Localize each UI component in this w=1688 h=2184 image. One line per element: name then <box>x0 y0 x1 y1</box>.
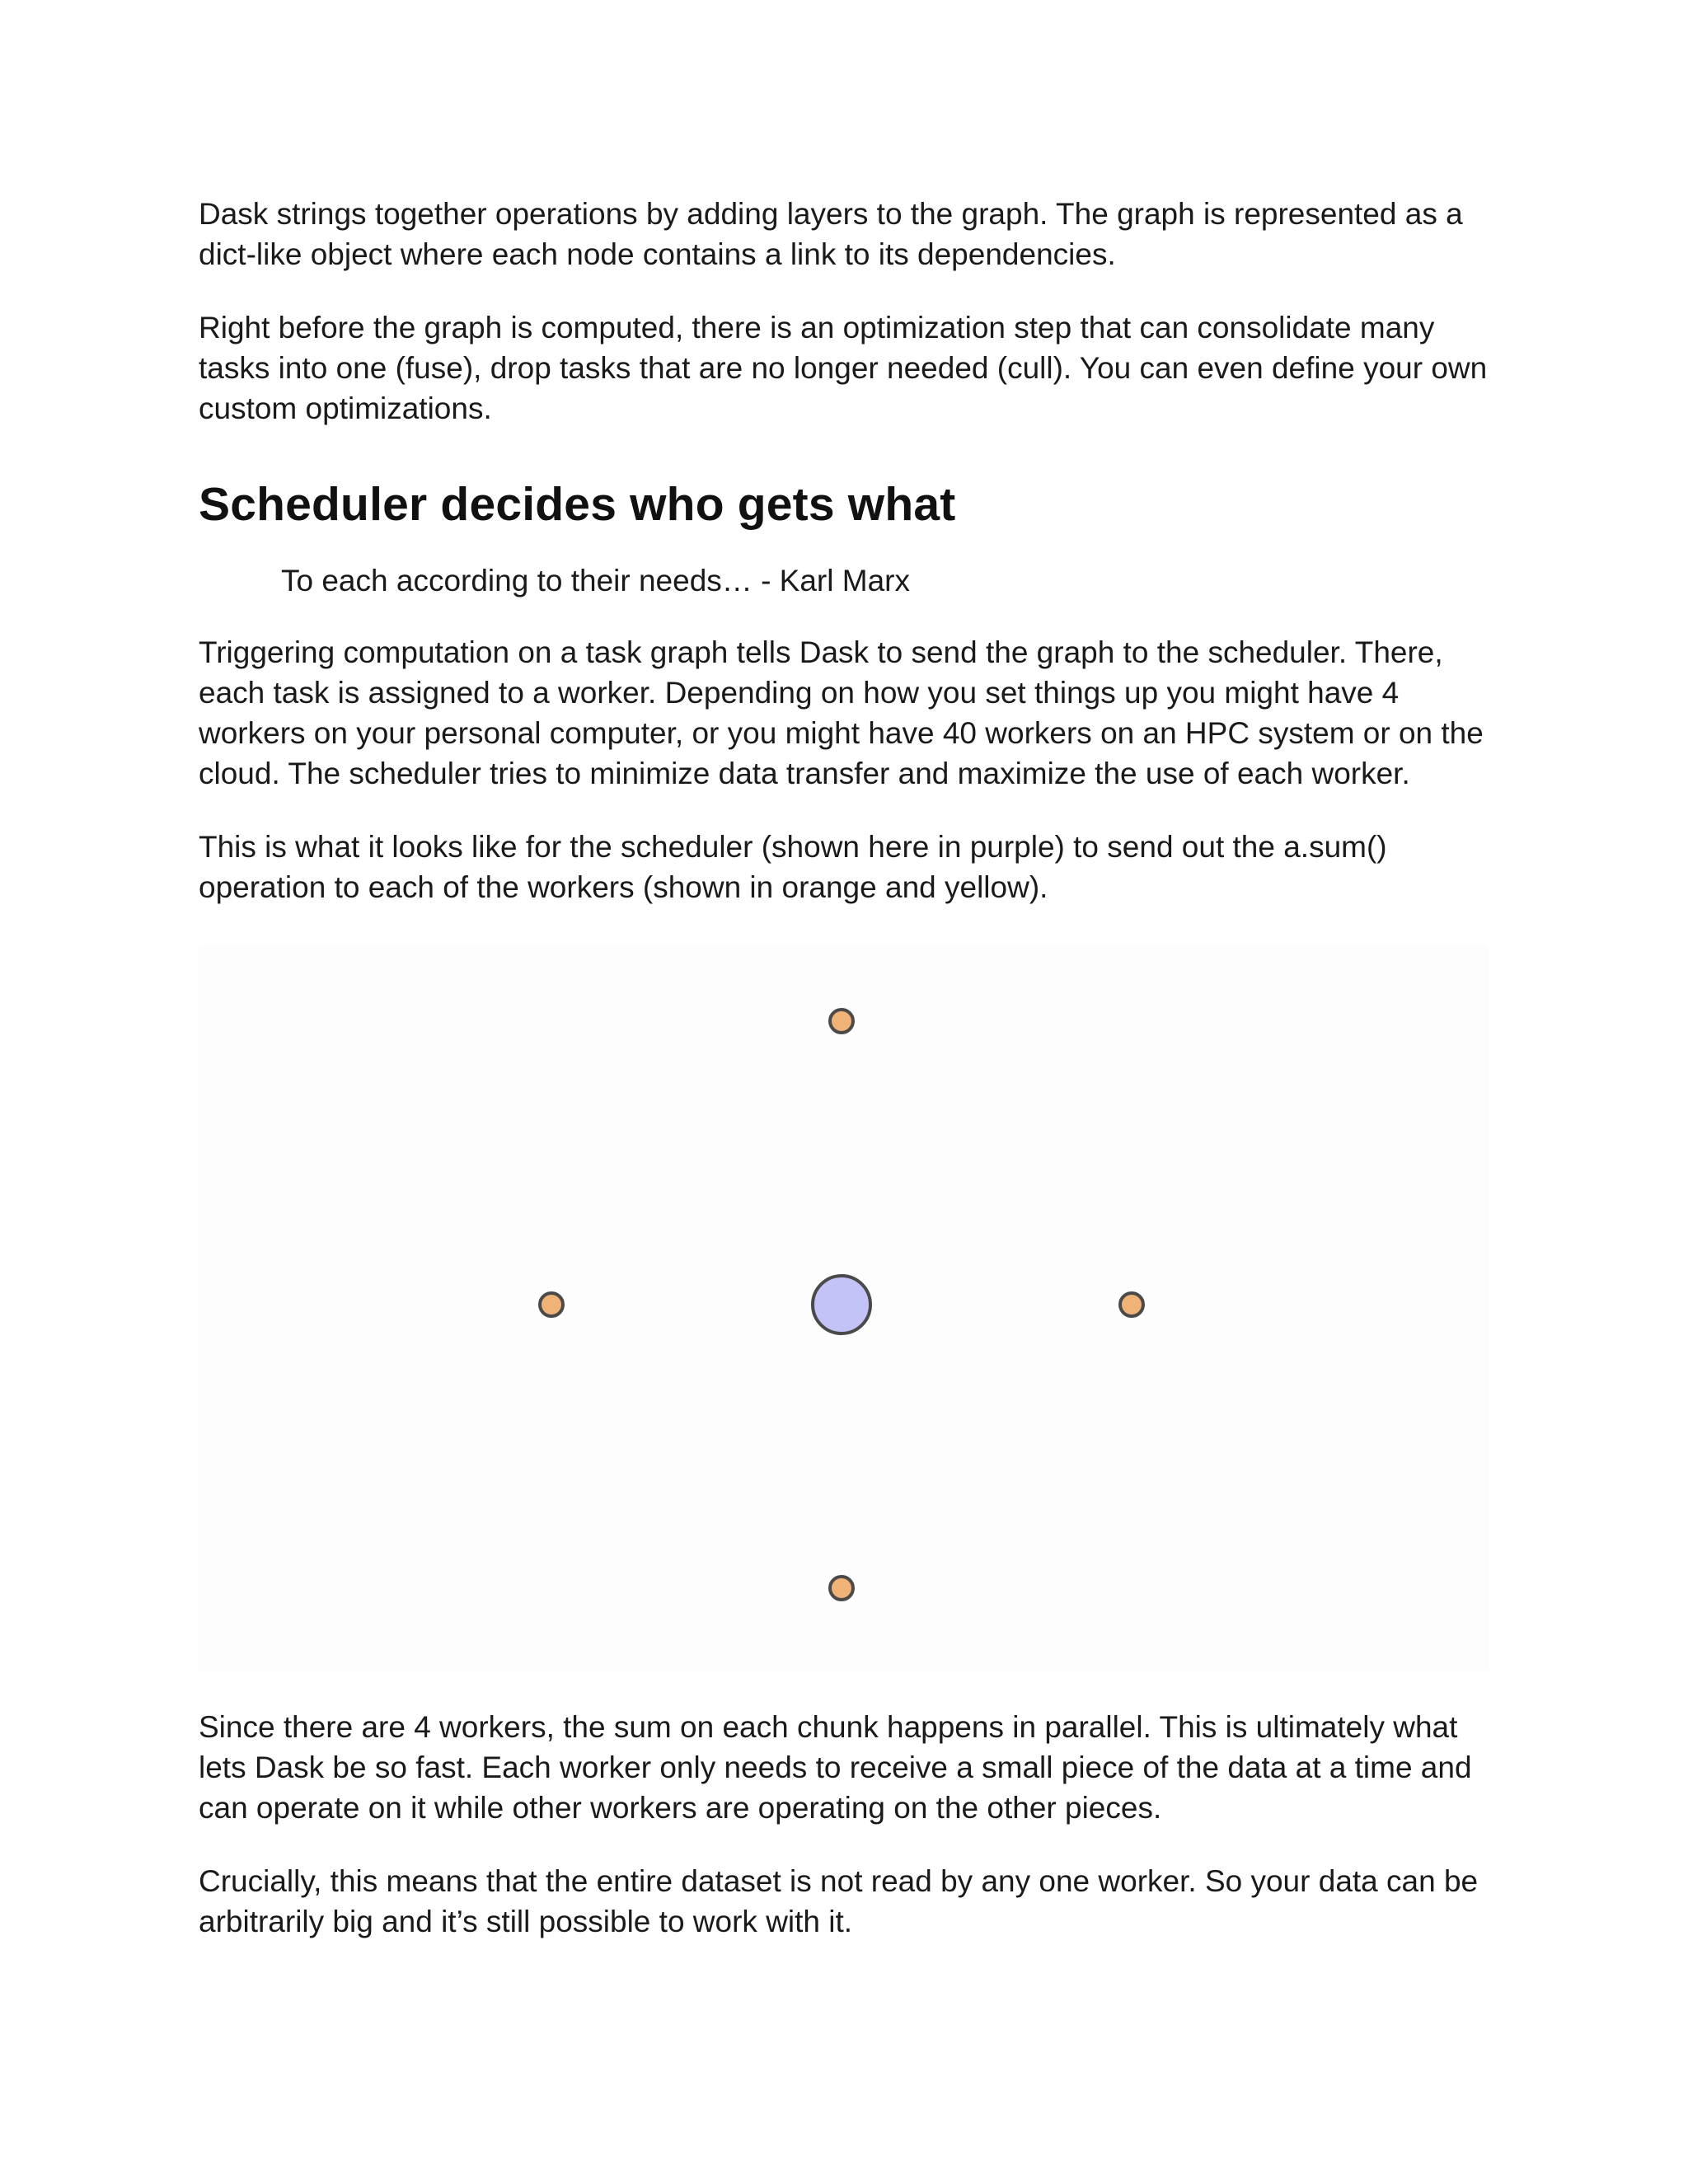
worker-node-bottom <box>830 1577 853 1600</box>
document-content <box>199 194 1493 1942</box>
quote: To each according to their needs… - Karl Marx <box>281 564 910 598</box>
paragraph-graph-layers: Dask strings together operations by adding layers to the graph. The graph is represented as a dict-like object where each node contains a link to its dependencies. <box>199 197 1463 271</box>
paragraph-triggering-computation: Triggering computation on a task graph tells Dask to send the graph to the scheduler. There, each task is assigned to a worker. Depending on how you set things up you might have 4 workers on your personal computer, or you might have 40 workers on an HPC system or on the cloud. The scheduler tries to minimize data transfer and maximize the use of each worker. <box>199 635 1484 790</box>
section-heading: Scheduler decides who gets what <box>199 478 956 531</box>
worker-node-right <box>1120 1293 1143 1316</box>
worker-node-left <box>540 1293 563 1316</box>
scheduler-workers-figure <box>199 944 1489 1670</box>
scheduler-workers-diagram <box>199 944 1489 1670</box>
paragraph-parallel-sum: Since there are 4 workers, the sum on each chunk happens in parallel. This is ultimately what lets Dask be so fast. Each worker only needs to receive a small piece of the data at a time and can operate on it while other workers are operating on the other pieces. <box>199 1710 1472 1825</box>
paragraph-scheduler-illustration: This is what it looks like for the scheduler (shown here in purple) to send out the a.sum() operation to each of the workers (shown in orange and yellow). <box>199 830 1387 904</box>
paragraph-optimization: Right before the graph is computed, there is an optimization step that can consolidate many tasks into one (fuse), drop tasks that are no longer needed (cull). You can even define your own custom optimizations. <box>199 311 1488 425</box>
scheduler-node <box>813 1276 870 1333</box>
paragraph-dataset-size: Crucially, this means that the entire dataset is not read by any one worker. So your data can be arbitrarily big and it’s still possible to work with it. <box>199 1864 1479 1938</box>
worker-node-top <box>830 1010 853 1033</box>
